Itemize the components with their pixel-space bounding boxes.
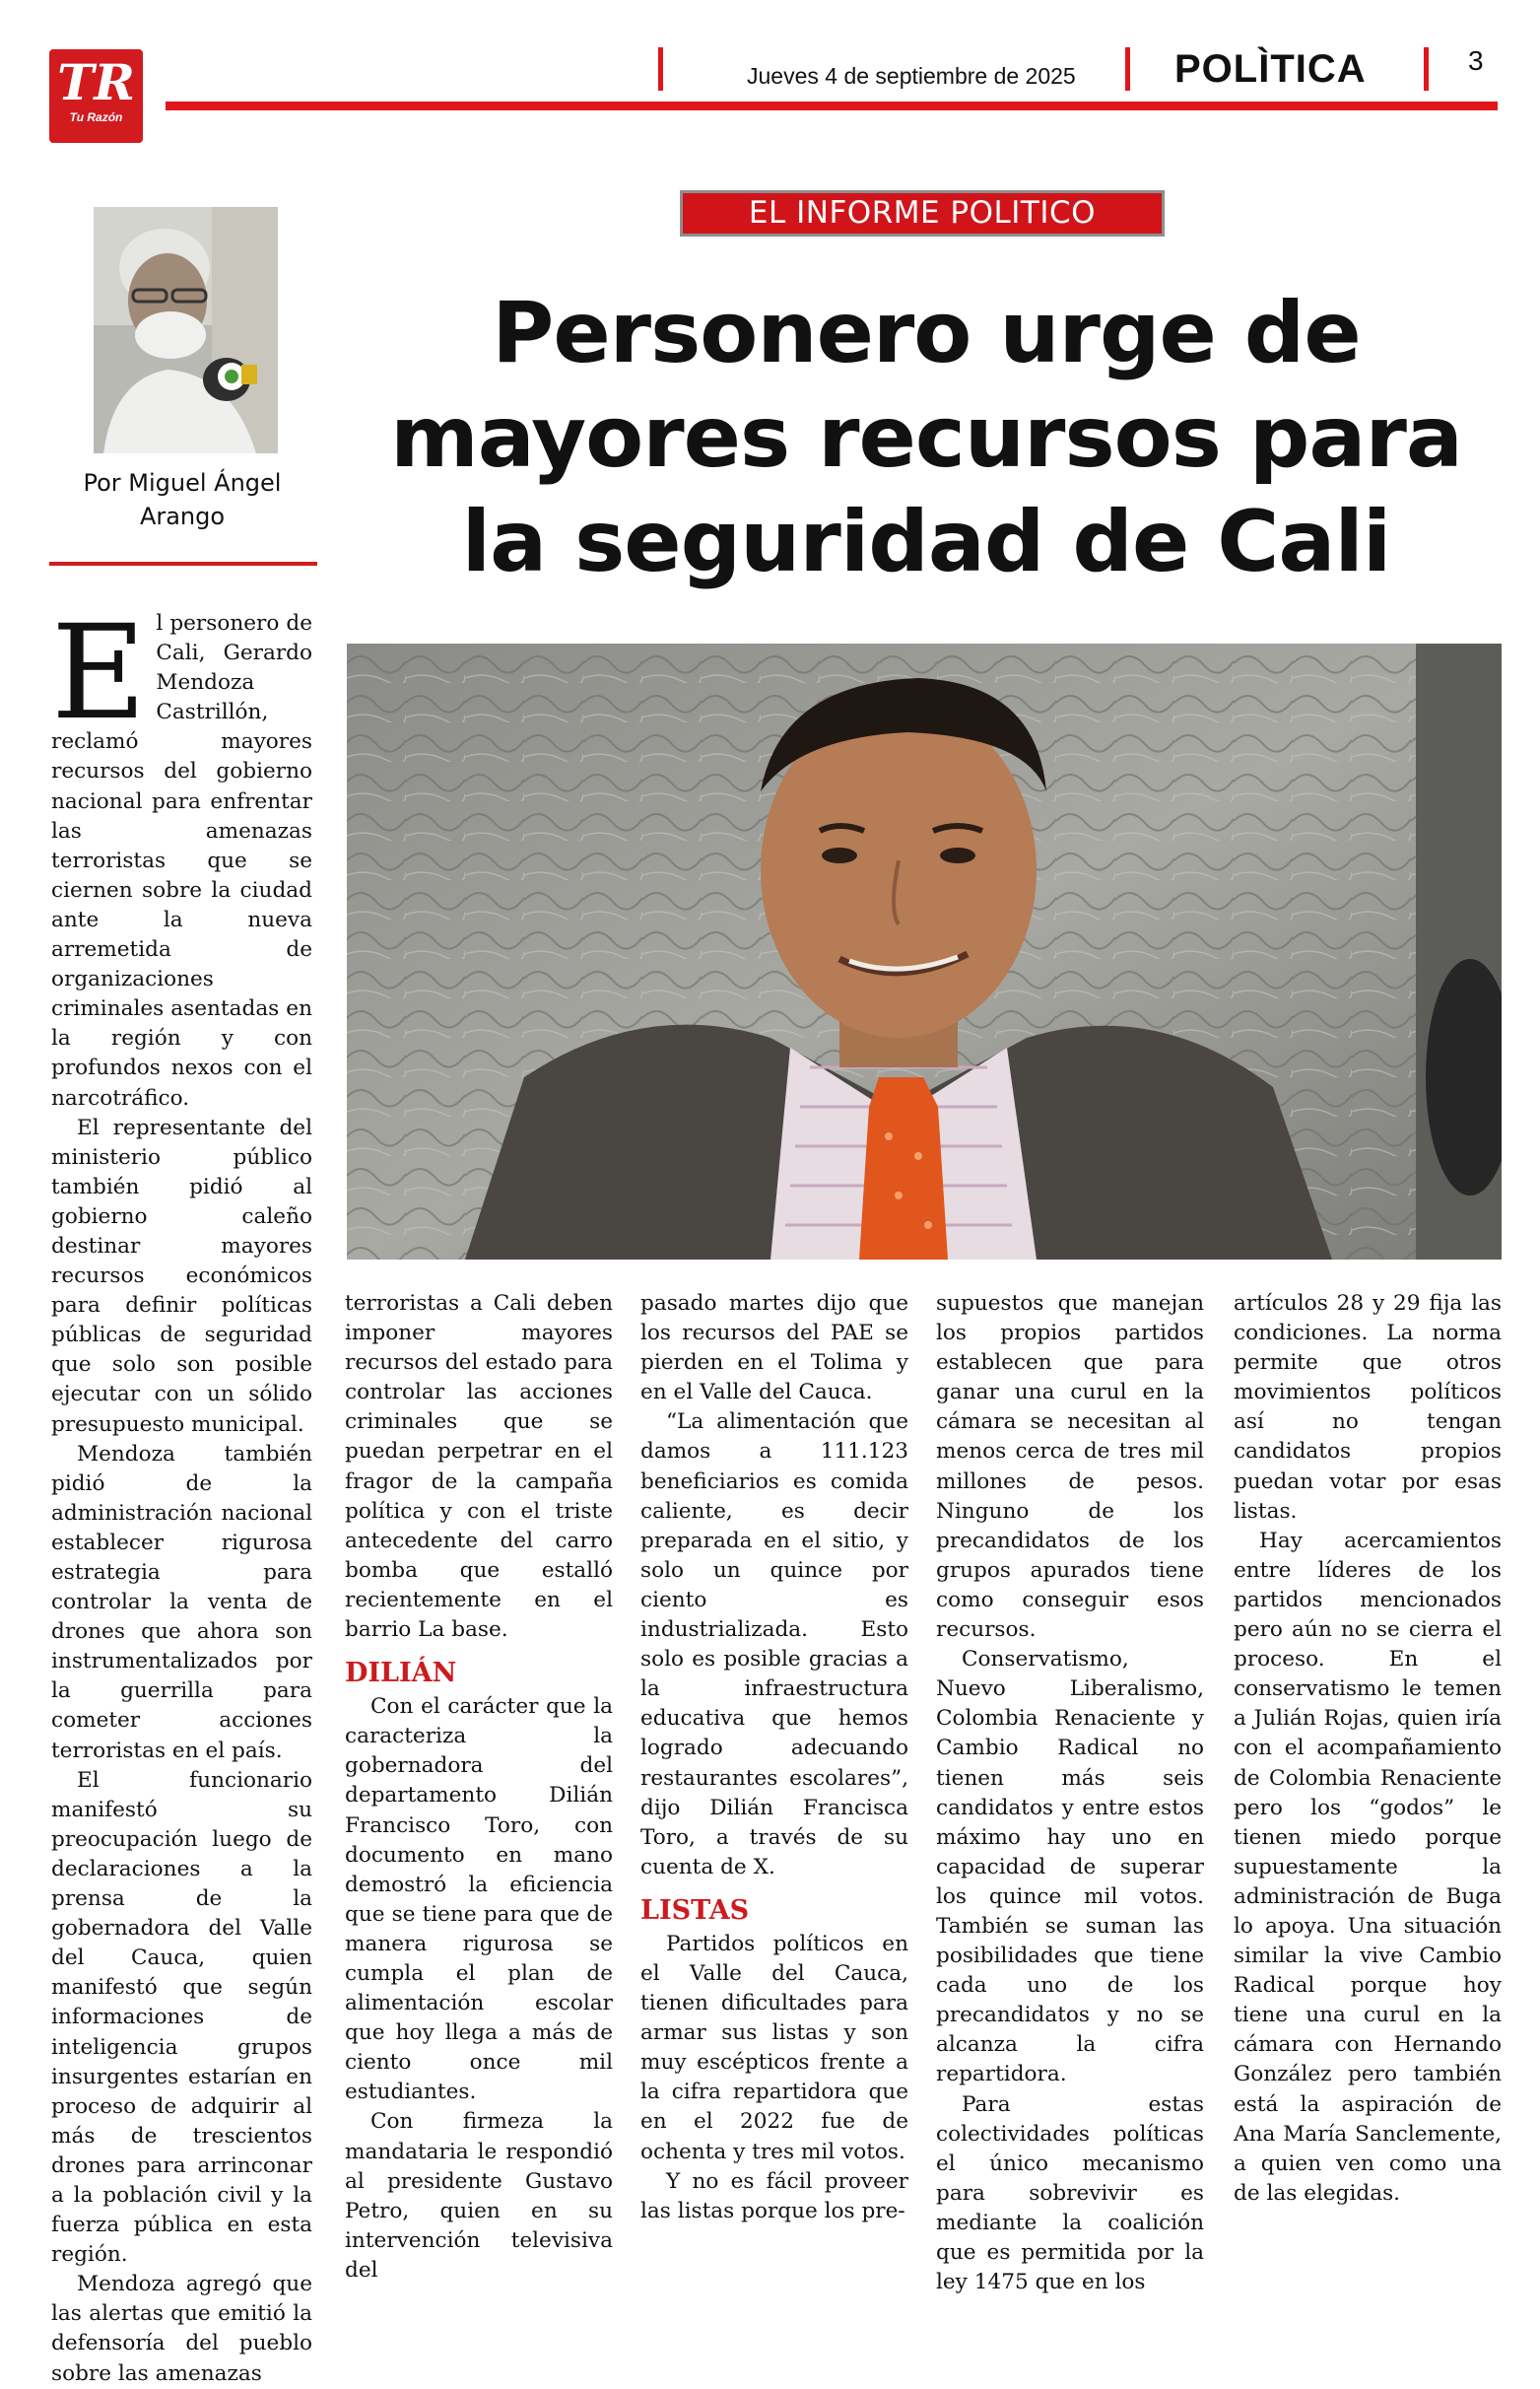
article-column-3	[640, 1289, 908, 2226]
paragraph: Con firmeza la mandataria le respondió al presidente Gustavo Petro, quien en su intervención televisiva del	[345, 2109, 613, 2283]
header-rule	[166, 102, 1498, 110]
paragraph: l personero de Cali, Gerardo Mendoza Castrillón, reclamó mayores recursos del gobierno nacional para enfrentar las amenazas terroristas que se ciernen sobre la ciudad ante la nueva arremetida de organizaciones criminales asentadas en la región y con profundos nexos con el narcotráfico.	[51, 611, 312, 1111]
article-photo	[347, 644, 1502, 1260]
paragraph: Conservatismo, Nuevo Liberalismo, Colombia Renaciente y Cambio Radical no tienen más seis candidatos y entre estos máximo hay uno en capacidad de superar los quince mil votos. También se suman las posibilidades que tiene cada uno de los precandidatos y no se alcanza la cifra repartidora.	[936, 1647, 1204, 2087]
author-photo	[94, 207, 278, 453]
article-column-5	[1234, 1289, 1502, 2209]
paragraph: Y no es fácil proveer las listas porque los pre-	[640, 2168, 908, 2223]
article-column-1	[51, 597, 312, 2389]
paragraph: Hay acercamientos entre líderes de los partidos mencionados pero aún no se cierra el proceso. En el conservatismo le temen a Julián Rojas, quien iría con el acompañamiento de Colombia Renaciente pero los “godos” le tienen miedo porque supuestamente la administración de Buga lo apoya. Una situación similar la vive Cambio Radical porque hoy tiene una curul en la cámara con Hernando González pero también está la aspiración de Ana María Sanclemente, a quien ven como una de las elegidas.	[1234, 1528, 1502, 2206]
paragraph: artículos 28 y 29 fija las condiciones. La norma permite que otros movimientos políticos así no tengan candidatos propios puedan votar por esas listas.	[1234, 1291, 1502, 1524]
paragraph: Mendoza agregó que las alertas que emitió la defensoría del pueblo sobre las amenazas	[51, 2272, 312, 2386]
byline-line-1: Por Miguel Ángel	[83, 469, 282, 497]
paragraph: “La alimentación que damos a 111.123 beneficiarios es comida caliente, es decir preparada en el sitio, y solo un quince por ciento es industrializada. Esto solo es posible gracias a la infraestructura educativa que hemos logrado adecuando restaurantes escolares”, dijo Dilián Francisca Toro, a través de su cuenta de X.	[640, 1409, 908, 1879]
article-headline: Personero urge de mayores recursos para la seguridad de Cali	[390, 284, 1462, 591]
issue-date: Jueves 4 de septiembre de 2025	[747, 63, 1076, 89]
paragraph: Partidos políticos en el Valle del Cauca, tienen dificultades para armar sus listas y son muy escépticos frente a la cifra repartidora que en el 2022 fue de ochenta y tres mil votos.	[640, 1931, 908, 2164]
logo-tagline: Tu Razón	[69, 110, 123, 124]
byline-rule	[49, 562, 317, 566]
subheading-dilian: DILIÁN	[345, 1658, 457, 1689]
section-kicker: EL INFORME POLITICO	[680, 190, 1165, 237]
header-divider-1	[658, 47, 663, 91]
author-byline	[59, 466, 305, 533]
article-column-2	[345, 1289, 613, 2286]
newspaper-logo	[49, 49, 143, 143]
paragraph: Mendoza también pidió de la administración nacional establecer rigurosa estrategia para controlar la venta de drones que ahora son instrumentalizados por la guerrilla para cometer acciones terroristas en el país.	[51, 1441, 312, 1763]
paragraph: Con el carácter que la caracteriza la gobernadora del departamento Dilián Francisco Toro, con documento en mano demostró la eficiencia que se tiene para que de manera rigurosa se cumpla el plan de alimentación escolar que hoy llega a más de ciento once mil estudiantes.	[345, 1694, 613, 2105]
header-divider-3	[1424, 47, 1429, 91]
paragraph: terroristas a Cali deben imponer mayores recursos del estado para controlar las acciones criminales que se puedan perpetrar en el fragor de la campaña política y con el triste antecedente del carro bomba que estalló recientemente en el barrio La base.	[345, 1291, 613, 1643]
paragraph: El funcionario manifestó su preocupación luego de declaraciones a la prensa de la gobernadora del Valle del Cauca, quien manifestó que según informaciones de inteligencia grupos insurgentes estarían en proceso de adquirir al más de trescientos drones para arrinconar a la población civil y la fuerza pública en esta región.	[51, 1767, 312, 2268]
page-number: 3	[1468, 45, 1484, 76]
section-name: POLÌTICA	[1174, 47, 1367, 91]
paragraph: pasado martes dijo que los recursos del PAE se pierden en el Tolima y en el Valle del Cauca.	[640, 1291, 908, 1405]
subheading-listas: LISTAS	[640, 1894, 750, 1926]
article-column-4	[936, 1289, 1204, 2297]
header-divider-2	[1125, 47, 1130, 91]
paragraph: supuestos que manejan los propios partidos establecen que para ganar una curul en la cámara se necesitan al menos cerca de tres mil millones de pesos. Ninguno de los precandidatos de los grupos apurados tiene como conseguir esos recursos.	[936, 1291, 1204, 1643]
paragraph: El representante del ministerio público también pidió al gobierno caleño destinar mayores recursos económicos para definir políticas públicas de seguridad que solo son posible ejecutar con un sólido presupuesto municipal.	[51, 1115, 312, 1437]
logo-mark: TR	[57, 53, 135, 111]
drop-cap: E	[51, 597, 147, 749]
paragraph: Para estas colectividades políticas el único mecanismo para sobrevivir es mediante la coalición que es permitida por la ley 1475 que en los	[936, 2091, 1204, 2295]
byline-line-2: Arango	[139, 503, 226, 530]
